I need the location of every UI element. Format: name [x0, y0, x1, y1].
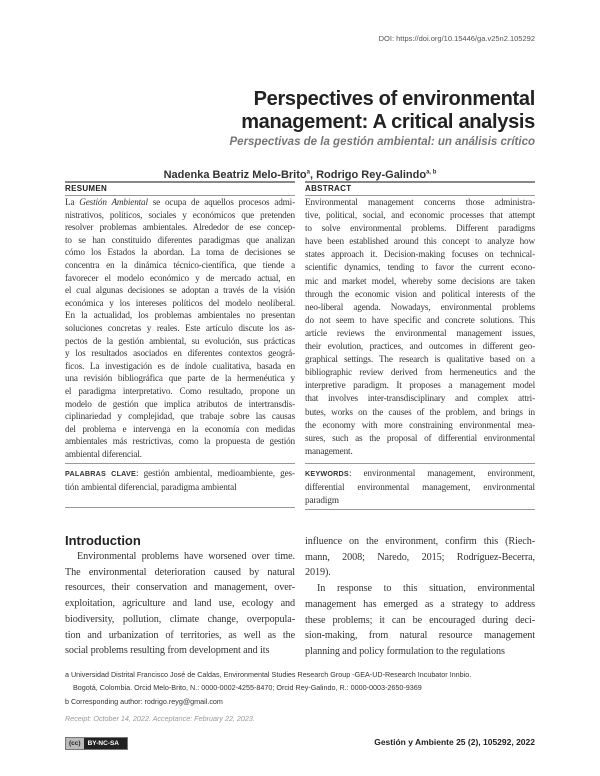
text-line: tion and urbanization of territories, as well as the [65, 629, 295, 641]
text-line: una revisión bibliográfica que parte de la hermenéutica y [65, 373, 295, 384]
author-name: Nadenka Beatriz Melo-Brito [163, 169, 307, 181]
text-line: have been established around this concept to analyze how [305, 236, 535, 247]
text-line: nistrativos, políticos, sociales y económicos que pretenden [65, 209, 295, 220]
text-line: Environmental problems have worsened over time. [77, 551, 295, 562]
doi[interactable]: DOI: https://doi.org/10.15446/ga.v25n2.105292 [378, 34, 535, 43]
text-line: Environmental management concerns those administra- [305, 197, 535, 207]
footnote-line: a Universidad Distrital Francisco José de Caldas, Environmental Studies Research Group -GEA-UD-Research Incubator Innbio. [65, 670, 472, 679]
introduction-heading: Introduction [65, 533, 141, 548]
text-line: sion-making, from natural resource management [305, 630, 535, 642]
divider [65, 463, 295, 464]
author-name: Rodrigo Rey-Galindo [316, 169, 427, 181]
resumen-heading: RESUMEN [65, 184, 108, 193]
text-line [65, 467, 295, 481]
title-line: management: A critical analysis [241, 111, 535, 133]
text-line: to solve environmental problems. Different paradigms [305, 223, 535, 234]
text-line: article reviews the environmental management issues, [305, 327, 535, 338]
journal-citation: Gestión y Ambiente 25 (2), 105292, 2022 [374, 737, 535, 747]
text-line: sures, such as the proposal of differential environmental [305, 432, 535, 443]
text-line: tión ambiental diferencial, paradigma ambiental [65, 481, 237, 492]
text-line: el cual algunas decisiones se adoptan a través de la visión [65, 285, 295, 296]
text-line: do not seem to have specific and concrete solutions. This [305, 314, 535, 325]
text-line: through the economic vision and political interests of the [305, 288, 535, 299]
text-line: pectos de la gestión ambiental, su evolución, sus prácticas [65, 335, 295, 346]
text-line: butes, works on the causes of the problem, and brings in [305, 406, 535, 417]
title-line: Perspectives of environmental [253, 88, 535, 110]
introduction-right-column [305, 534, 535, 660]
text-line: biodiversity, pollution, climate change, overpopula- [65, 613, 295, 625]
resumen-text [65, 196, 295, 460]
authors: Nadenka Beatriz Melo-Brito$^a$, Rodrigo Rey-Galindo$^{a, b}$ [163, 169, 437, 181]
text-line: paradigm [305, 495, 339, 505]
text-line: bibliographic review derived from hermeneutics and the [305, 367, 535, 378]
text-line [305, 467, 535, 481]
text-line: La Gestión Ambiental se ocupa de aquellos procesos admi- [65, 197, 295, 207]
text-line: ciplinariedad y complejidad, que trabaje sobre las causas [65, 411, 295, 422]
text-line: modelo de gestión que implica atributos de intertransdis- [65, 398, 295, 409]
text-line: 2019). [305, 567, 331, 579]
text-line: favorecer el modelo económico y de mercado actual, en [65, 272, 295, 283]
text-line: mic and market model, whereby some decisions are taken [305, 275, 535, 286]
keywords-label: PALABRAS CLAVE [65, 469, 137, 478]
cc-icon: (cc) [66, 738, 84, 749]
text-line: states approach it. Decision-making focuses on technical- [305, 249, 535, 260]
divider [305, 509, 535, 510]
introduction-left-column [65, 549, 295, 659]
keywords-text: : environmental management, environment, [348, 468, 535, 478]
footnote-a [65, 668, 545, 694]
text-line: management has emerged as a strategy to address [305, 598, 535, 610]
text-line: ficos. La investigación es de índole cualitativa, basada en [65, 360, 295, 371]
text-line: soluciones concretas y reales. Este artículo discute los as- [65, 322, 295, 333]
text-line: neo-liberal agenda. Nowadays, environmental problems [305, 301, 535, 312]
text-line: to se han constituido diferentes paradigmas que analizan [65, 234, 295, 245]
text-line: planning and policy formulation to the regulations [305, 645, 505, 657]
divider [65, 181, 295, 183]
abstract-keywords [305, 467, 535, 508]
author-affiliation: a, b [426, 169, 437, 176]
license-label: BY-NC-SA [84, 738, 127, 749]
text-line: In response to this situation, environmental [317, 583, 535, 595]
keywords-text: : gestión ambiental, medioambiente, ges- [136, 468, 295, 478]
author-affiliation: a [306, 169, 310, 176]
text-line: En la actualidad, los problemas ambientales no presentan [65, 310, 295, 321]
text-line: these problems; it can be encouraged during deci- [305, 614, 535, 626]
text-line: scientific dynamics, tending to favor the current econo- [305, 262, 535, 273]
text-line: differential environmental management, environmental [305, 481, 535, 492]
divider [305, 463, 535, 464]
text-line: management. [305, 445, 353, 456]
cc-license-badge[interactable] [65, 737, 128, 750]
text-line: resources, their conservation and management, over- [65, 582, 295, 594]
text-line: del problema e intervenga en la economía con medidas [65, 423, 295, 434]
article-subtitle: Perspectivas de la gestión ambiental: un análisis crítico [229, 136, 535, 148]
text-line: tive, political, social, and economic processes that attempt [305, 210, 535, 221]
text-line: influence on the environment, confirm this (Riech- [305, 536, 535, 547]
article-title [115, 88, 535, 134]
keywords-label: KEYWORDS [305, 469, 349, 478]
text-line: cómo los Estados la abordan. La toma de decisiones se [65, 247, 295, 258]
footnote-b[interactable]: b Corresponding author: rodrigo.reyg@gmail.com [65, 697, 223, 706]
text-line: el paradigma interpretativo. Como resultado, propone un [65, 385, 295, 396]
text-line: interpretive paradigm. It proposes a management model [305, 380, 535, 391]
text-line: their evolution, practices, and outcomes in different geo- [305, 341, 535, 352]
footnote-line: Bogotá, Colombia. Orcid Melo-Brito, N.: 0000-0002-4255-8470; Orcid Rey-Galindo, R.: 0000-0003-2650-9369 [73, 683, 422, 692]
text-line: the economy with more constraining environmental mea- [305, 419, 535, 430]
text-line: The environmental deterioration caused by natural [65, 566, 295, 578]
text-line: exploitation, agriculture and land use, ecology and [65, 598, 295, 610]
text-line: y los resultados asociados en diferentes contextos geográ- [65, 348, 295, 359]
divider [65, 507, 295, 508]
text-line: resolver problemas ambientales. Alrededor de ese concep- [65, 222, 295, 233]
text-line: ambiental diferencial. [65, 448, 142, 459]
text-line: económica y los intereses políticos del modelo neoliberal. [65, 297, 295, 308]
abstract-text [305, 196, 535, 458]
divider [305, 181, 535, 183]
text-line: graphical settings. The research is qualitative based on a [305, 354, 535, 365]
text-line: ambientales más restrictivas, como la propuesta de gestión [65, 436, 295, 447]
text-line: concentra en la dinámica técnico-científica, que tiende a [65, 259, 295, 270]
text-line: that involves inter-transdisciplinary and complex attri- [305, 393, 535, 404]
receipt-dates: Receipt: October 14, 2022. Acceptance: February 22, 2023. [65, 714, 255, 723]
text-line: mann, 2008; Naredo, 2015; Rodríguez-Becerra, [305, 551, 535, 563]
resumen-keywords [65, 467, 295, 494]
abstract-heading: ABSTRACT [305, 184, 352, 193]
text-line: social problems resulting from development and its [65, 645, 270, 657]
emphasis: Gestión Ambiental [79, 197, 148, 207]
